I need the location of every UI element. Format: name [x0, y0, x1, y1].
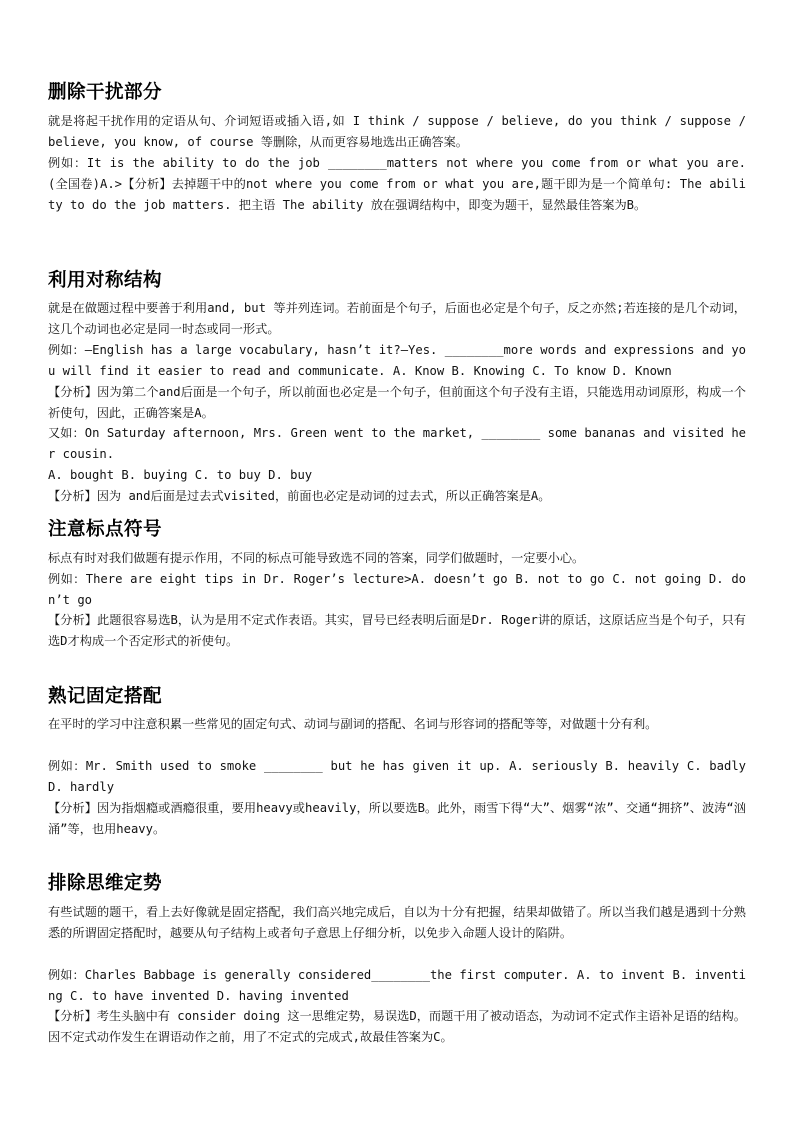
section-paragraph: 【分析】因为 and后面是过去式visited，前面也必定是动词的过去式，所以正确答案是A。 — [48, 489, 551, 503]
section-paragraph: 【分析】因为指烟瘾或酒瘾很重，要用heavy或heavily，所以要选B。此外，雨雪下得“大”、烟雾“浓”、交通“拥挤”、波涛“汹涌”等，也用heavy。 — [48, 801, 746, 836]
section-paragraph: 例如：It is the ability to do the job ________matters not where you come from or what you are.(全国卷)A.>【分析】去掉题干中的not where you come from or what you are,题干即为是一个简单句: The ability to do the job matters. 把主语 The ability 放在强调结构中，即变为题干，显然最佳答案为B。 — [48, 156, 746, 212]
section-paragraph: 例如：Mr. Smith used to smoke ________ but he has given it up. A. seriously B. heavily C. badly D. hardly — [48, 759, 746, 794]
section-heading: 排除思维定势 — [48, 873, 163, 894]
section-paragraph: 例如：—English has a large vocabulary, hasn’t it?—Yes. ________more words and expressions and you will find it easier to read and communicate. A. Know B. Knowing C. To know D. Known — [48, 343, 746, 378]
section-paragraph: 有些试题的题干，看上去好像就是固定搭配，我们高兴地完成后，自以为十分有把握，结果却做错了。所以当我们越是遇到十分熟悉的所谓固定搭配时，越要从句子结构上或者句子意思上仔细分析，以免步入命题人设计的陷阱。 — [48, 905, 746, 940]
section-paragraph: 就是将起干扰作用的定语从句、介词短语或插入语,如 I think / suppose / believe, do you think / suppose / believe, you know, of course 等删除，从而更容易地选出正确答案。 — [48, 114, 746, 149]
section-heading: 利用对称结构 — [48, 270, 163, 291]
section-heading: 删除干扰部分 — [48, 82, 163, 103]
section-paragraph: 例如：Charles Babbage is generally considered________the first computer. A. to invent B. inventing C. to have invented D. having invented — [48, 968, 746, 1003]
section-heading: 注意标点符号 — [48, 519, 163, 540]
section-paragraph: 例如：There are eight tips in Dr. Roger’s lecture>A. doesn’t go B. not to go C. not going D. don’t go — [48, 572, 746, 607]
section-paragraph: 【分析】考生头脑中有 consider doing 这一思维定势，易误选D，而题干用了被动语态，为动词不定式作主语补足语的结构。因不定式动作发生在谓语动作之前，用了不定式的完成式,故最佳答案为C。 — [48, 1009, 746, 1044]
section-paragraph: 标点有时对我们做题有提示作用，不同的标点可能导致选不同的答案，同学们做题时，一定要小心。 — [48, 551, 585, 565]
section-paragraph: 又如：On Saturday afternoon, Mrs. Green went to the market, ________ some bananas and visited her cousin. — [48, 426, 746, 461]
section-heading: 熟记固定搭配 — [48, 686, 163, 707]
section-paragraph: 【分析】此题很容易选B，认为是用不定式作表语。其实，冒号已经表明后面是Dr. Roger讲的原话，这原话应当是个句子，只有选D才构成一个否定形式的祈使句。 — [48, 613, 746, 648]
section-paragraph: 在平时的学习中注意积累一些常见的固定句式、动词与副词的搭配、名词与形容词的搭配等等，对做题十分有利。 — [48, 717, 658, 731]
section-paragraph: A. bought B. buying C. to buy D. buy — [48, 468, 313, 482]
section-paragraph: 就是在做题过程中要善于利用and, but 等并列连词。若前面是个句子，后面也必定是个句子，反之亦然;若连接的是几个动词，这几个动词也必定是同一时态或同一形式。 — [48, 301, 746, 336]
section-paragraph: 【分析】因为第二个and后面是一个句子，所以前面也必定是一个句子，但前面这个句子没有主语，只能选用动词原形，构成一个祈使句，因此，正确答案是A。 — [48, 385, 746, 420]
